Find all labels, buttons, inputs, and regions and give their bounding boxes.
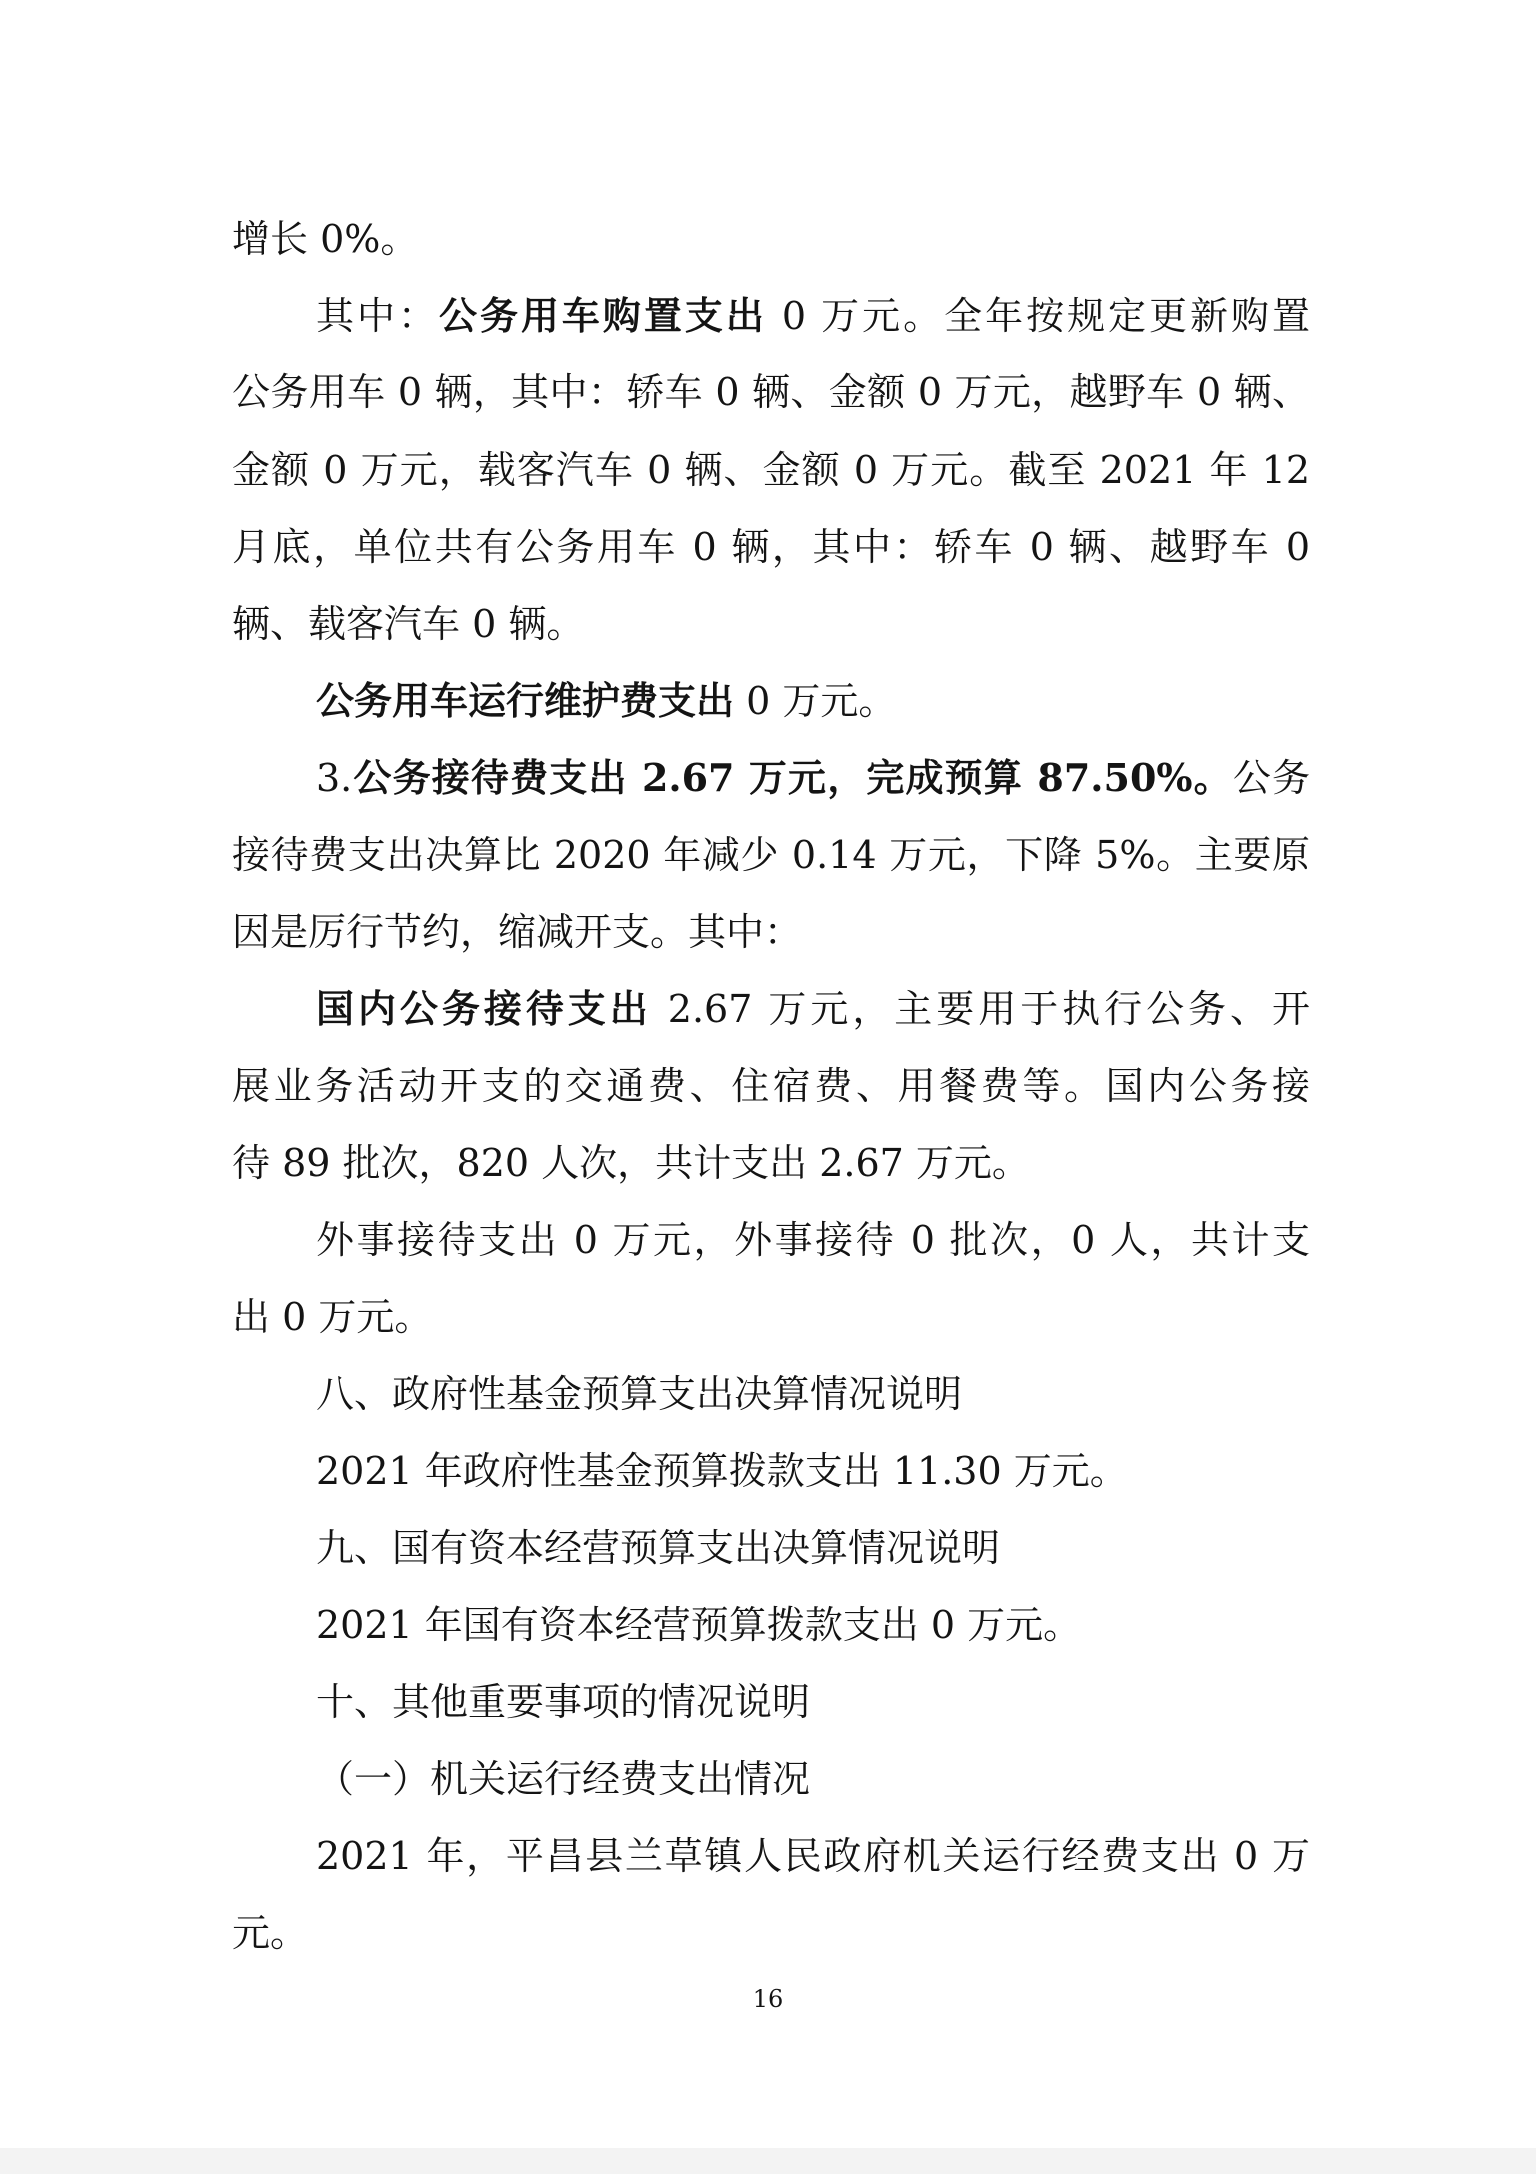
text-run: 3. <box>316 756 353 800</box>
text-line <box>316 1832 1310 1880</box>
text-run: （一）机关运行经费支出情况 <box>316 1757 811 1801</box>
text-run: 十、其他重要事项的情况说明 <box>316 1680 811 1724</box>
bold-text-run: 公务用车购置支出 <box>438 293 767 338</box>
text-run: 九、国有资本经营预算支出决算情况说明 <box>316 1526 1001 1570</box>
text-line <box>232 600 1310 648</box>
text-line <box>316 1216 1310 1264</box>
bottom-edge-shade <box>0 2148 1536 2174</box>
text-line <box>232 1293 1310 1341</box>
text-run: 待 89 批次，820 人次，共计支出 2.67 万元。 <box>232 1141 1030 1185</box>
text-run: 金额 0 万元，载客汽车 0 辆、金额 0 万元。截至 2021 年 12 <box>232 448 1310 492</box>
text-run: 外事接待支出 0 万元，外事接待 0 批次，0 人，共计支 <box>316 1218 1310 1262</box>
text-run: 0 万元。 <box>734 679 897 723</box>
text-line <box>316 1447 1310 1495</box>
bold-text-run: 公务用车运行维护费支出 <box>316 678 735 723</box>
text-line <box>232 831 1310 879</box>
text-line <box>232 908 1310 956</box>
bold-text-run: 公务接待费支出 2.67 万元，完成预算 87.50%。 <box>352 755 1233 800</box>
text-run: 接待费支出决算比 2020 年减少 0.14 万元，下降 5%。主要原 <box>232 833 1310 877</box>
text-run: 因是厉行节约，缩减开支。其中： <box>232 910 803 954</box>
text-run: 2021 年政府性基金预算拨款支出 11.30 万元。 <box>316 1449 1128 1493</box>
text-run: 元。 <box>232 1911 309 1955</box>
text-line <box>316 1755 1310 1803</box>
text-run: 出 0 万元。 <box>232 1295 433 1339</box>
text-run: 其中： <box>316 294 439 338</box>
text-run: 增长 0%。 <box>232 217 419 261</box>
bold-text-run: 国内公务接待支出 <box>316 986 652 1031</box>
text-line <box>232 1909 1310 1957</box>
text-line <box>316 985 1310 1033</box>
page-number: 16 <box>752 1985 784 2013</box>
text-run: 2.67 万元，主要用于执行公务、开 <box>651 987 1310 1031</box>
text-run: 公务 <box>1232 756 1310 800</box>
text-line <box>232 523 1310 571</box>
text-run: 0 万元。全年按规定更新购置 <box>766 294 1310 338</box>
text-line <box>316 1370 1310 1418</box>
text-run: 辆、载客汽车 0 辆。 <box>232 602 585 646</box>
text-line <box>316 754 1310 802</box>
text-line <box>316 1524 1310 1572</box>
text-run: 展业务活动开支的交通费、住宿费、用餐费等。国内公务接 <box>232 1064 1310 1108</box>
text-run: 公务用车 0 辆，其中：轿车 0 辆、金额 0 万元，越野车 0 辆、 <box>232 370 1310 414</box>
text-run: 八、政府性基金预算支出决算情况说明 <box>316 1372 963 1416</box>
text-line <box>232 368 1310 416</box>
text-line <box>232 1139 1310 1187</box>
text-run: 2021 年，平昌县兰草镇人民政府机关运行经费支出 0 万 <box>316 1834 1310 1878</box>
text-line <box>232 1062 1310 1110</box>
text-run: 2021 年国有资本经营预算拨款支出 0 万元。 <box>316 1603 1082 1647</box>
text-line <box>316 677 1310 725</box>
text-line <box>232 215 1310 263</box>
text-line <box>316 1601 1310 1649</box>
text-line <box>232 446 1310 494</box>
text-line <box>316 292 1310 340</box>
text-run: 月底，单位共有公务用车 0 辆，其中：轿车 0 辆、越野车 0 <box>232 525 1310 569</box>
text-line <box>316 1678 1310 1726</box>
